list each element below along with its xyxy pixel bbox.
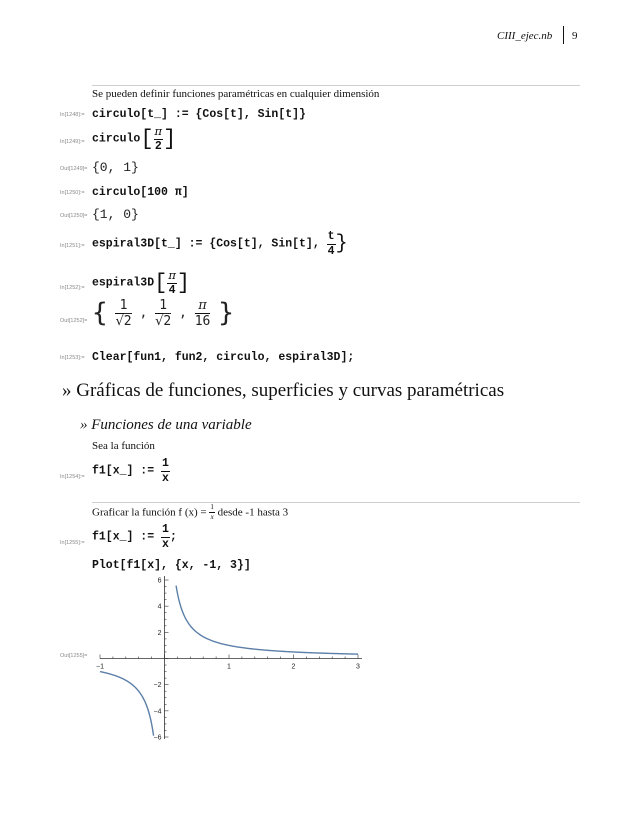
input-label: In[1250]:= [60,190,85,196]
input-code[interactable]: circulo[ $\frac{\pi}{2}$ ] [92,124,177,153]
input-code[interactable]: espiral3D[ $\frac{\pi}{4}$ ] [92,268,191,297]
fraction: $\frac{1}{√2}$ [115,297,132,329]
input-label: In[1252]:= [60,285,85,291]
curve-negative-branch [100,672,154,736]
input-code[interactable]: espiral3D[t_] := {Cos[t], Sin[t], $\frac{t}{4}$ } [92,230,348,258]
x-tick-label: −1 [96,663,104,671]
fraction: $\frac{1}{x}$ [162,457,169,485]
input-code[interactable]: f1[x_] := $\frac{1}{x}$ ; [92,523,177,551]
input-label: In[1248]:= [60,112,85,118]
output-value: {0, 1} [92,160,139,175]
output-value: { $\frac{1}{√2}$ , $\frac{1}{√2}$ , $\frac{\pi}{16}$ } [92,297,234,329]
y-tick-label: 4 [157,603,162,611]
fraction: $\frac{1}{√2}$ [155,297,172,329]
output-label: Out[1250]= [60,213,88,219]
x-tick-label: 3 [356,663,360,671]
input-label: In[1255]:= [60,540,85,546]
text-cell: Se pueden definir funciones paramétricas en cualquier dimensión [92,88,380,100]
y-tick-label: −2 [153,682,162,690]
fraction: $\frac{t}{4}$ [327,230,335,258]
input-label: In[1254]:= [60,474,85,480]
y-tick-label: −4 [153,708,162,716]
plot-ticks [96,578,360,742]
input-code[interactable]: circulo[100 π] [92,186,189,199]
header-filename: CIII_ejec.nb [497,30,553,42]
output-label: Out[1252]= [60,318,88,324]
subsection-heading: » Funciones de una variable [80,417,252,433]
input-code[interactable]: Clear[fun1, fun2, circulo, espiral3D]; [92,351,355,364]
output-label: Out[1249]= [60,166,88,172]
y-tick-label: 2 [157,629,162,637]
fraction: $\frac{\pi}{2}$ [154,124,163,153]
fraction: $\frac{\pi}{4}$ [168,268,176,297]
input-code[interactable]: circulo[t_] := {Cos[t], Sin[t]} [92,108,306,121]
text-cell: Sea la función [92,440,155,452]
text-cell: Graficar la función f (x) = $\frac{1}{x}$ desde -1 hasta 3 [92,503,289,521]
section-heading: » Gráficas de funciones, superficies y curvas paramétricas [62,380,505,401]
input-code[interactable]: Plot[f1[x], {x, -1, 3}] [92,559,251,572]
output-value: {1, 0} [92,207,139,222]
header-page-number: 9 [572,30,578,42]
output-label: Out[1255]= [60,653,88,659]
fraction: $\frac{1}{x}$ [162,523,169,551]
y-tick-label: 6 [157,577,162,585]
curve-positive-branch [176,586,358,655]
input-label: In[1251]:= [60,243,85,249]
plot-axes [100,576,362,739]
y-tick-label: −6 [153,734,162,742]
input-code[interactable]: f1[x_] := $\frac{1}{x}$ [92,457,169,485]
input-label: In[1249]:= [60,139,85,145]
x-tick-label: 1 [227,663,231,671]
input-label: In[1253]:= [60,355,85,361]
fraction: $\frac{\pi}{16}$ [194,297,211,329]
fraction: $\frac{1}{x}$ [210,503,214,521]
plot-curve [100,586,358,736]
x-tick-label: 2 [291,663,296,671]
